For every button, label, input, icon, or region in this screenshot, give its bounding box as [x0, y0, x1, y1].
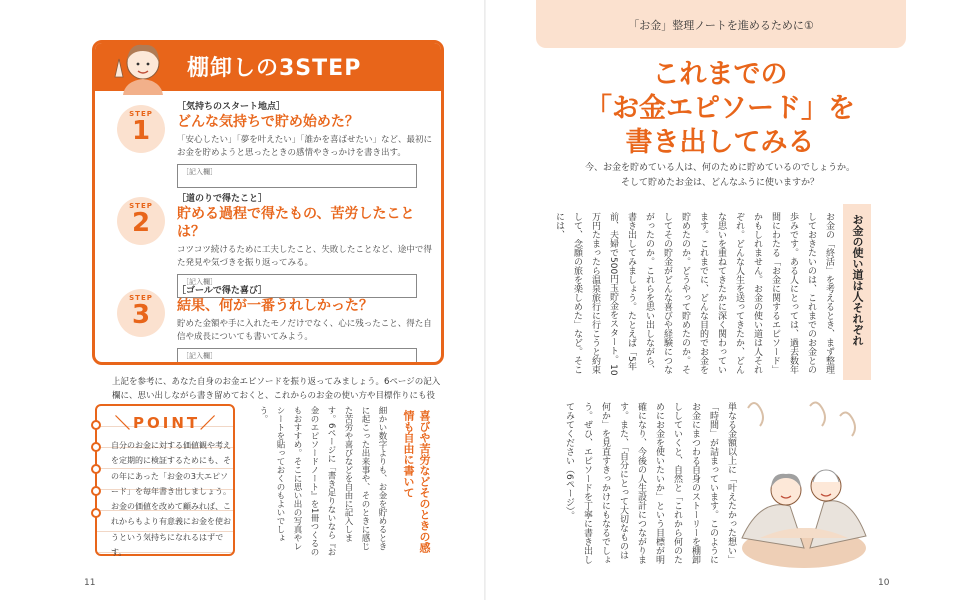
lead-text [540, 161, 900, 191]
lead-line-1: 今、お金を貯めている人は、何のために貯めているのでしょうか。 [584, 163, 855, 173]
step-question: 結果、何が一番うれしかった？ [177, 298, 373, 314]
onsen-couple-illustration [740, 398, 868, 568]
step-badge-label: STEP [129, 202, 153, 210]
binder-rings [91, 420, 101, 530]
vertical-body-left: 細かい数字よりも、お金を貯めるときに起こった出来事や、そのときに感じた苦労や喜びなどを自由に記入します。6ページに「書き足りないなら『お金のエピソードノート』を1冊つくるのもおすすめ。そこに思い出の写真やレシートを貼っておくのもよいでしょう。 [258, 406, 387, 556]
step-1-badge [117, 105, 165, 153]
step-question: 貯める過程で得たもの、苦労したことは？ [177, 206, 415, 240]
step-2-body [177, 191, 439, 298]
three-step-card [92, 40, 444, 365]
entry-field [177, 348, 417, 365]
step-3-badge [117, 289, 165, 337]
card-header [95, 43, 441, 91]
step-badge-label: STEP [129, 110, 153, 118]
step-description: コツコツ続けるために工夫したこと、失敗したことなど、途中で得た発見や気づきを振り返ってみる。 [177, 245, 432, 268]
point-title: ＼POINT／ [115, 414, 219, 432]
page-number-left: 11 [84, 578, 96, 588]
entry-field-label: ［記入欄］ [182, 278, 217, 286]
side-heading: お金の使い道は人それぞれ [851, 214, 864, 346]
step-2-badge [117, 197, 165, 245]
point-box [95, 404, 235, 556]
step-badge-number: 2 [131, 208, 151, 238]
entry-field-label: ［記入欄］ [182, 352, 217, 360]
step-subtitle: ［気持ちのスタート地点］ [177, 102, 286, 112]
step-question: どんな気持ちで貯め始めた？ [177, 114, 359, 130]
woman-avatar-icon [105, 40, 175, 95]
step-subtitle: ［ゴールで得た喜び］ [177, 286, 267, 296]
vertical-body-top: お金の「終活」を考えるとき、まず整理しておきたいのは、これまでのお金との歩みです。ある人にとっては、過去数年間にわたる「お金に関するエピソード」かもしれません。お金の使い道は人それぞれ。どんな人生を送ってきたか、どんな思いを重ねてきたかに深く関わっています。これまでに、どんな目的でお金を貯めたのか。どうやって貯めたのか。そしてその貯金がどんな喜びや経験につながったのか。これらを思い出しながら、書き出してみましょう。たとえば「5年前、夫婦で500円玉貯金をスタート。10万円たまったら温泉旅行に行こうと約束して、念願の旅を楽しめた」など。そこには、 [554, 212, 834, 376]
step-badge-label: STEP [129, 294, 153, 302]
card-title: 棚卸しの3STEP [187, 56, 362, 81]
title-line-1: これまでの [652, 59, 788, 90]
title-line-3: 書き出してみる [625, 127, 815, 158]
step-description: 貯めた金額や手に入れたモノだけでなく、心に残ったこと、得た自信や成長についても書いてみよう。 [177, 319, 432, 342]
entry-field-label: ［記入欄］ [182, 168, 217, 176]
lead-line-2: そして貯めたお金は、どんなふうに使いますか？ [620, 178, 819, 188]
page-gutter [484, 0, 486, 600]
series-label: 「お金」整理ノートを進めるために① [628, 19, 814, 32]
point-text: 自分のお金に対する価値観や考えを定期的に検証するためにも、その年にあった「お金の3大エピソード」を毎年書き出しましょう。お金の価値を改めて顧みれば、これからもより有意義にお金を使おうという気持ちになれるはずです。 [111, 441, 231, 558]
step-1-body [177, 99, 439, 188]
series-tab [536, 0, 906, 48]
side-heading-strip [843, 204, 871, 380]
page-number-right: 10 [878, 578, 890, 588]
step-badge-number: 1 [131, 116, 151, 146]
step-subtitle: ［道のりで得たこと］ [177, 194, 268, 204]
step-description: 「安心したい」「夢を叶えたい」「誰かを喜ばせたい」など、最初にお金を貯めようと思ったときの感情やきっかけを書き出す。 [177, 135, 433, 158]
step-badge-number: 3 [131, 300, 151, 330]
vertical-body-bottom: 単なる金額以上に「叶えたかった想い」「時間」が詰まっています。このようにお金にまつわる自身のストーリーを棚卸ししていくと、自然と「これから何のためにお金を使いたいか」という目標が明確になり、今後の人生設計につながります。また、「自分にとって大切なものは何か」を見直すきっかけにもなるでしょう。ぜひ、エピソードを丁寧に書き出してみてください（6ページ）。 [564, 402, 736, 564]
entry-field [177, 164, 417, 188]
step-3-body [177, 283, 439, 365]
summary-paragraph: 上記を参考に、あなた自身のお金エピソードを振り返ってみましょう。6ページの記入欄に、思い出しながら書き留めておくと、これからのお金の使い方や目標作りにも役 [112, 377, 441, 401]
vertical-heading: 喜びや苦労などそのときの感情も自由に書いて [402, 410, 431, 553]
title-line-2: 「お金エピソード」を [585, 93, 855, 124]
main-title [540, 58, 900, 160]
